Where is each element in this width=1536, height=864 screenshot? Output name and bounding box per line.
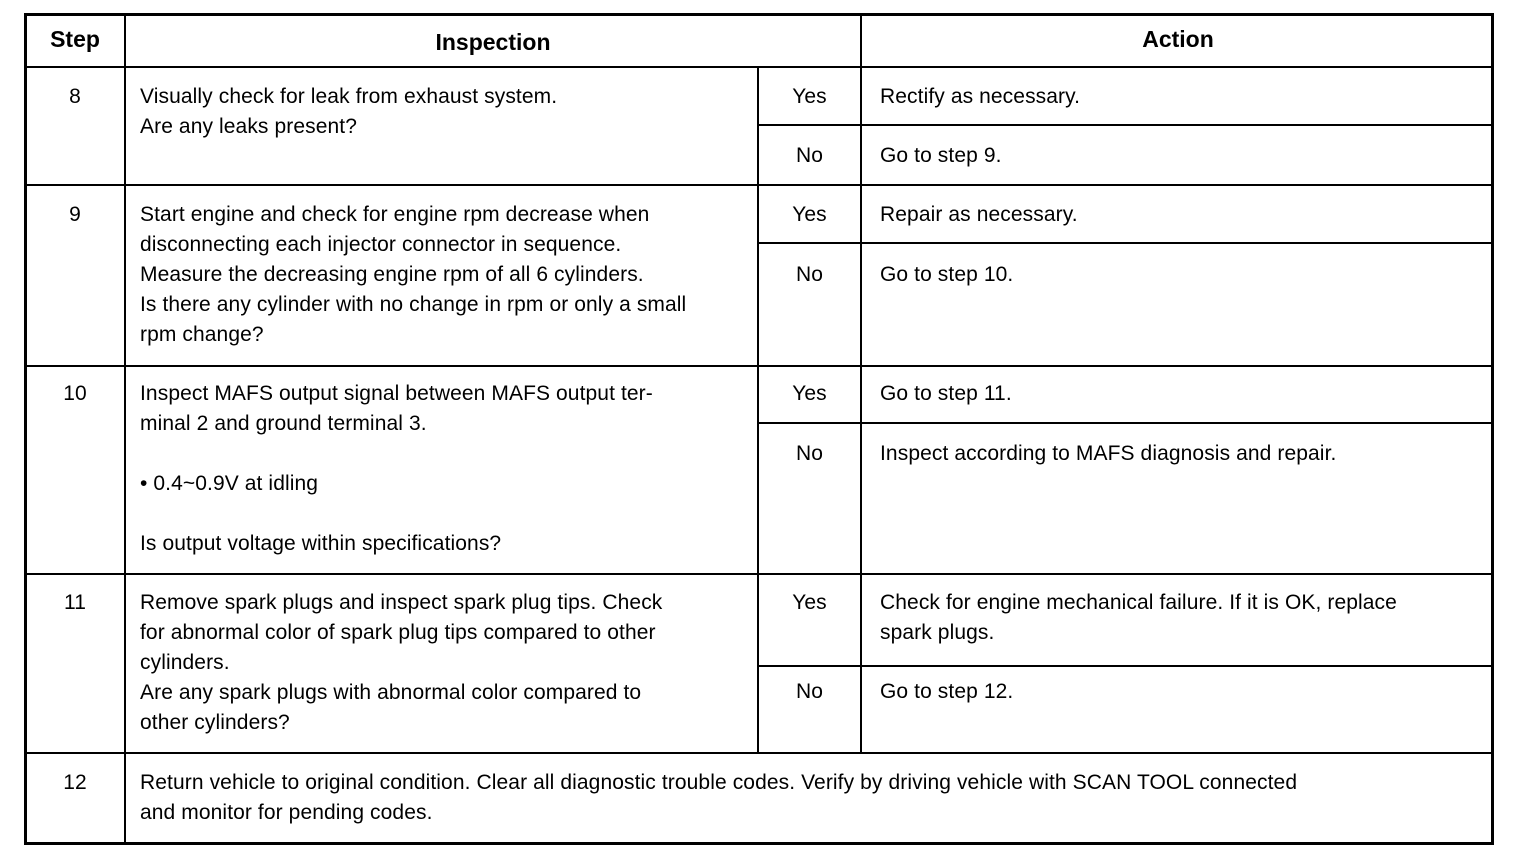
inspection-text: Inspect MAFS output signal between MAFS output ter- minal 2 and ground terminal 3. • 0.4~0.9V at idling Is output voltage within specifications? — [140, 382, 653, 555]
answer-no: No — [795, 442, 824, 465]
step-number: 11 — [64, 591, 86, 614]
answer-no: No — [795, 263, 824, 286]
answer-yes: Yes — [792, 382, 827, 405]
action-no: Go to step 12. — [880, 680, 1014, 703]
inspection-text: Remove spark plugs and inspect spark plug tips. Check for abnormal color of spark plug tips compared to other cylinders. Are any spark plugs with abnormal color compared to other cylinders? — [140, 591, 663, 734]
action-yes: Repair as necessary. — [880, 203, 1078, 226]
answer-no: No — [795, 680, 824, 703]
step-number: 9 — [69, 203, 81, 226]
answer-yes: Yes — [792, 591, 827, 614]
inspection-text: Return vehicle to original condition. Clear all diagnostic trouble codes. Verify by driving vehicle with SCAN TOOL connected and monitor for pending codes. — [140, 771, 1298, 824]
inspection-text: Start engine and check for engine rpm decrease when disconnecting each injector connector in sequence. Measure the decreasing engine rpm of all 6 cylinders. Is there any cylinder with no change in rpm or only a small rpm change? — [140, 203, 687, 346]
action-yes: Rectify as necessary. — [880, 85, 1081, 108]
row-divider-8-9 — [24, 184, 1494, 186]
column-divider-step — [124, 14, 126, 845]
row-divider-10-yes-no — [758, 422, 1494, 424]
header-action: Action — [1142, 26, 1214, 52]
row-divider-11-yes-no — [758, 665, 1494, 667]
action-yes: Go to step 11. — [880, 382, 1012, 405]
step-number: 12 — [63, 771, 87, 794]
answer-no: No — [795, 144, 824, 167]
action-no: Go to step 10. — [880, 263, 1014, 286]
inspection-text: Visually check for leak from exhaust system. Are any leaks present? — [140, 85, 558, 138]
action-yes: Check for engine mechanical failure. If it is OK, replace spark plugs. — [880, 591, 1397, 644]
step-number: 10 — [63, 382, 87, 405]
row-divider-10-11 — [24, 573, 1494, 575]
step-number: 8 — [69, 85, 81, 108]
action-no: Go to step 9. — [880, 144, 1002, 167]
header-divider — [24, 66, 1494, 68]
row-divider-9-yes-no — [758, 242, 1494, 244]
row-divider-11-12 — [24, 752, 1494, 754]
header-step: Step — [50, 26, 100, 52]
answer-yes: Yes — [792, 85, 827, 108]
row-divider-8-yes-no — [758, 124, 1494, 126]
answer-yes: Yes — [792, 203, 827, 226]
action-no: Inspect according to MAFS diagnosis and repair. — [880, 442, 1337, 465]
header-inspection: Inspection — [435, 29, 551, 55]
row-divider-9-10 — [24, 365, 1494, 367]
